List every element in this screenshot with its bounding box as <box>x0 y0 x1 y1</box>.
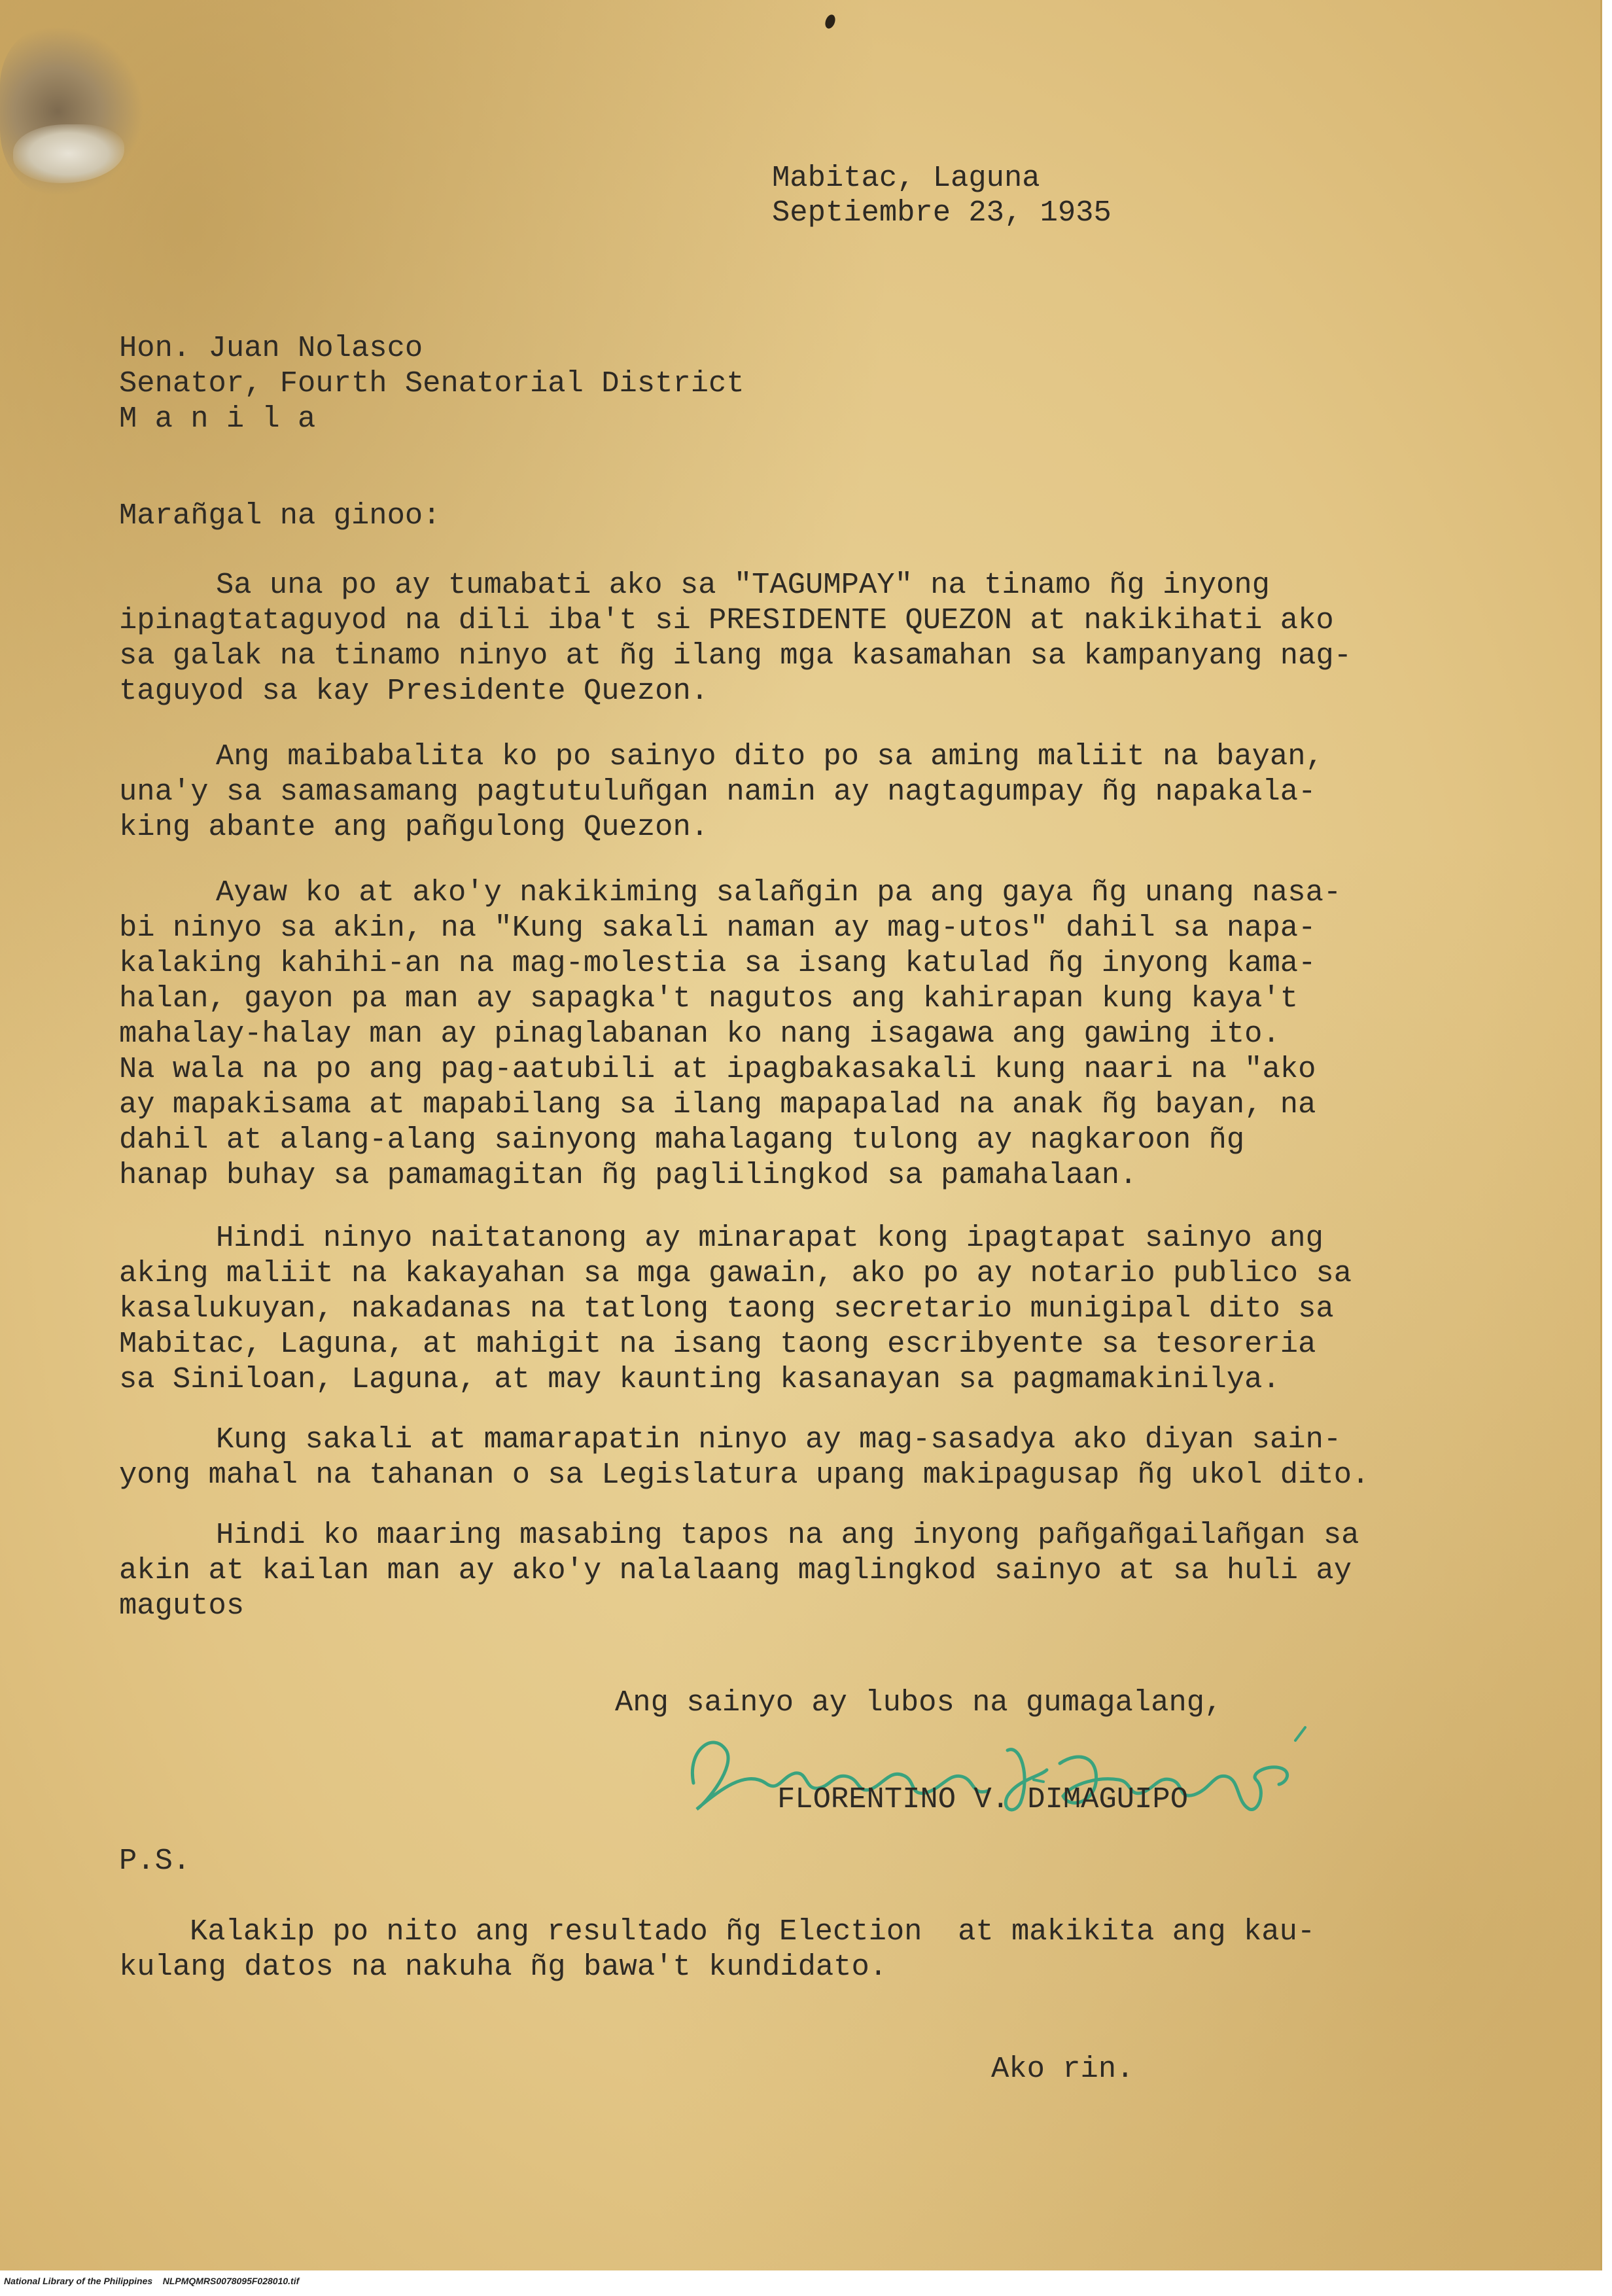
paragraph-3-line-3: kalaking kahihi-an na mag-molestia sa isang katulad ñg inyong kama- <box>119 946 1316 980</box>
salutation: Marañgal na ginoo: <box>119 499 441 533</box>
ink-mark <box>824 13 837 29</box>
addressee-name: Hon. Juan Nolasco <box>119 331 423 365</box>
dateline-place: Mabitac, Laguna <box>772 161 1040 195</box>
paragraph-4-line-2: aking maliit na kakayahan sa mga gawain, ako po ay notario publico sa <box>119 1256 1352 1290</box>
archive-file-id: NLPMQMRS0078095F028010.tif <box>162 2276 300 2286</box>
paragraph-3-line-1: Ayaw ko at ako'y nakikiming salañgin pa ang gaya ñg unang nasa- <box>216 875 1342 910</box>
paragraph-6-line-1: Hindi ko maaring masabing tapos na ang inyong pañgañgailañgan sa <box>216 1518 1359 1552</box>
paragraph-4-line-3: kasalukuyan, nakadanas na tatlong taong secretario munigipal dito sa <box>119 1292 1334 1326</box>
postscript-label: P.S. <box>119 1844 191 1878</box>
paragraph-1-line-2: ipinagtataguyod na dili iba't si PRESIDENTE QUEZON at nakikihati ako <box>119 603 1334 637</box>
paragraph-1-line-3: sa galak na tinamo ninyo at ñg ilang mga kasamahan sa kampanyang nag- <box>119 639 1352 673</box>
paragraph-3-line-2: bi ninyo sa akin, na "Kung sakali naman ay mag-utos" dahil sa napa- <box>119 911 1316 945</box>
paragraph-3-line-8: dahil at alang-alang sainyong mahalagang tulong ay nagkaroon ñg <box>119 1123 1245 1157</box>
postscript-closing: Ako rin. <box>991 2052 1134 2086</box>
paragraph-2-line-3: king abante ang pañgulong Quezon. <box>119 810 709 844</box>
paragraph-3-line-6: Na wala na po ang pag-aatubili at ipagbakasakali kung naari na "ako <box>119 1052 1316 1086</box>
dateline-date: Septiembre 23, 1935 <box>772 196 1112 230</box>
paragraph-4-line-1: Hindi ninyo naitatanong ay minarapat kong ipagtapat sainyo ang <box>216 1221 1323 1255</box>
paragraph-3-line-4: halan, gayon pa man ay sapagka't nagutos ang kahirapan kung kaya't <box>119 981 1299 1016</box>
addressee-title: Senator, Fourth Senatorial District <box>119 366 745 400</box>
paragraph-6-line-2: akin at kailan man ay ako'y nalalaang maglingkod sainyo at sa huli ay <box>119 1553 1352 1587</box>
paragraph-3-line-9: hanap buhay sa pamamagitan ñg paglilingkod sa pamahalaan. <box>119 1158 1138 1192</box>
paragraph-4-line-5: sa Siniloan, Laguna, at may kaunting kasanayan sa pagmamakinilya. <box>119 1362 1280 1396</box>
paragraph-3-line-7: ay mapakisama at mapabilang sa ilang mapapalad na anak ñg bayan, na <box>119 1087 1316 1122</box>
archive-institution: National Library of the Philippines <box>4 2276 153 2286</box>
paragraph-3-line-5: mahalay-halay man ay pinaglabanan ko nang isagawa ang gawing ito. <box>119 1017 1280 1051</box>
paragraph-5-line-2: yong mahal na tahanan o sa Legislatura upang makipagusap ñg ukol dito. <box>119 1458 1370 1492</box>
postscript-line-2: kulang datos na nakuha ñg bawa't kundidato. <box>119 1950 888 1984</box>
paragraph-1-line-1: Sa una po ay tumabati ako sa "TAGUMPAY" na tinamo ñg inyong <box>216 568 1270 602</box>
postscript-line-1: Kalakip po nito ang resultado ñg Election at makikita ang kau- <box>190 1915 1316 1949</box>
paragraph-2-line-1: Ang maibabalita ko po sainyo dito po sa aming maliit na bayan, <box>216 739 1323 773</box>
addressee-city: M a n i l a <box>119 402 316 436</box>
paragraph-6-line-3: magutos <box>119 1589 245 1623</box>
paragraph-1-line-4: taguyod sa kay Presidente Quezon. <box>119 674 709 708</box>
paragraph-2-line-2: una'y sa samasamang pagtutuluñgan namin ay nagtagumpay ñg napakala- <box>119 775 1316 809</box>
paragraph-4-line-4: Mabitac, Laguna, at mahigit na isang taong escribyente sa tesoreria <box>119 1327 1316 1361</box>
paragraph-5-line-1: Kung sakali at mamarapatin ninyo ay mag-sasadya ako diyan sain- <box>216 1422 1342 1457</box>
closing: Ang sainyo ay lubos na gumagalang, <box>615 1686 1223 1720</box>
signatory-name: FLORENTINO V. DIMAGUIPO <box>777 1782 1189 1816</box>
archive-caption <box>4 2276 299 2286</box>
